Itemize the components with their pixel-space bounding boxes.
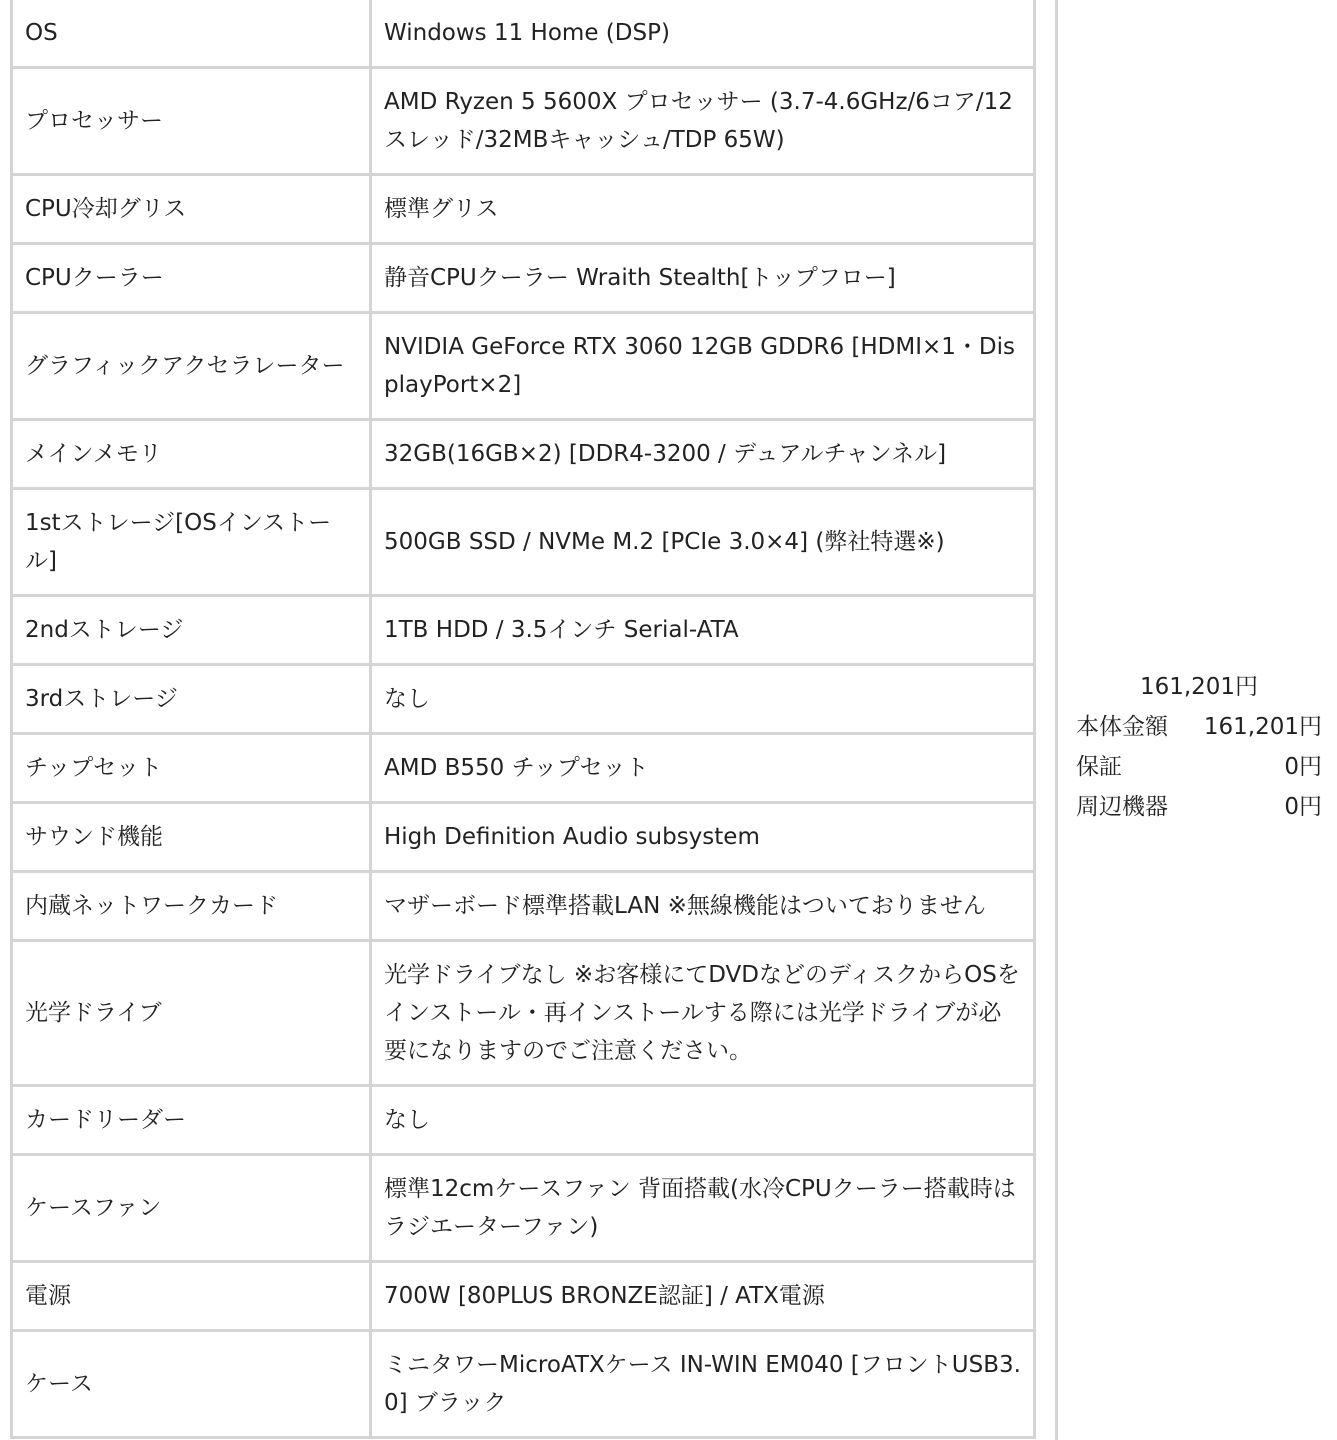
price-label: 保証 xyxy=(1076,754,1122,780)
spec-value: High Definition Audio subsystem xyxy=(372,804,1033,870)
spec-row-cpu-cooler xyxy=(13,245,1033,311)
price-summary xyxy=(1076,667,1322,827)
spec-value: AMD Ryzen 5 5600X プロセッサー (3.7-4.6GHz/6コア/12スレッド/32MBキャッシュ/TDP 65W) xyxy=(372,69,1033,173)
spec-value: 500GB SSD / NVMe M.2 [PCIe 3.0×4] (弊社特選※) xyxy=(372,490,1033,594)
price-label: 周辺機器 xyxy=(1076,794,1168,820)
spec-row-3rd-storage xyxy=(13,666,1033,732)
spec-row-optical-drive xyxy=(13,942,1033,1084)
spec-row-memory xyxy=(13,421,1033,487)
spec-label: 2ndストレージ xyxy=(13,597,369,663)
spec-table-container xyxy=(10,0,1036,1439)
spec-label: OS xyxy=(13,0,369,66)
spec-row-network xyxy=(13,873,1033,939)
spec-row-graphics xyxy=(13,314,1033,418)
column-divider xyxy=(1055,0,1058,1440)
spec-row-os xyxy=(13,0,1033,66)
price-row-warranty xyxy=(1076,747,1322,787)
spec-row-processor xyxy=(13,69,1033,173)
spec-value: 標準グリス xyxy=(372,176,1033,242)
spec-row-sound xyxy=(13,804,1033,870)
spec-row-1st-storage xyxy=(13,490,1033,594)
spec-label: サウンド機能 xyxy=(13,804,369,870)
spec-row-2nd-storage xyxy=(13,597,1033,663)
spec-label: カードリーダー xyxy=(13,1087,369,1153)
spec-value: なし xyxy=(372,1087,1033,1153)
spec-value: AMD B550 チップセット xyxy=(372,735,1033,801)
spec-value: マザーボード標準搭載LAN ※無線機能はついておりません xyxy=(372,873,1033,939)
spec-value: 1TB HDD / 3.5インチ Serial-ATA xyxy=(372,597,1033,663)
price-value: 0円 xyxy=(1284,794,1322,820)
spec-value: 32GB(16GB×2) [DDR4-3200 / デュアルチャンネル] xyxy=(372,421,1033,487)
spec-label: ケースファン xyxy=(13,1156,369,1260)
spec-value: Windows 11 Home (DSP) xyxy=(372,0,1033,66)
price-row-peripherals xyxy=(1076,787,1322,827)
spec-label: グラフィックアクセラレーター xyxy=(13,314,369,418)
price-label: 本体金額 xyxy=(1076,714,1168,740)
spec-label: 電源 xyxy=(13,1263,369,1329)
total-price: 161,201円 xyxy=(1139,674,1259,700)
spec-value: NVIDIA GeForce RTX 3060 12GB GDDR6 [HDMI×1・DisplayPort×2] xyxy=(372,314,1033,418)
price-value: 0円 xyxy=(1284,754,1322,780)
spec-row-cpu-grease xyxy=(13,176,1033,242)
spec-value: 静音CPUクーラー Wraith Stealth[トップフロー] xyxy=(372,245,1033,311)
spec-value: 700W [80PLUS BRONZE認証] / ATX電源 xyxy=(372,1263,1033,1329)
spec-label: 3rdストレージ xyxy=(13,666,369,732)
spec-value: 光学ドライブなし ※お客様にてDVDなどのディスクからOSをインストール・再インストールする際には光学ドライブが必要になりますのでご注意ください。 xyxy=(372,942,1033,1084)
spec-label: メインメモリ xyxy=(13,421,369,487)
spec-row-chipset xyxy=(13,735,1033,801)
spec-label: チップセット xyxy=(13,735,369,801)
spec-value: なし xyxy=(372,666,1033,732)
spec-value: ミニタワーMicroATXケース IN-WIN EM040 [フロントUSB3.0] ブラック xyxy=(372,1332,1033,1436)
spec-label: プロセッサー xyxy=(13,69,369,173)
spec-label: CPU冷却グリス xyxy=(13,176,369,242)
price-value: 161,201円 xyxy=(1203,714,1322,740)
spec-row-power xyxy=(13,1263,1033,1329)
spec-label: 内蔵ネットワークカード xyxy=(13,873,369,939)
spec-row-case xyxy=(13,1332,1033,1436)
spec-label: CPUクーラー xyxy=(13,245,369,311)
spec-table xyxy=(10,0,1036,1439)
spec-label: 光学ドライブ xyxy=(13,942,369,1084)
spec-row-card-reader xyxy=(13,1087,1033,1153)
spec-label: ケース xyxy=(13,1332,369,1436)
spec-value: 標準12cmケースファン 背面搭載(水冷CPUクーラー搭載時はラジエーターファン) xyxy=(372,1156,1033,1260)
spec-row-case-fan xyxy=(13,1156,1033,1260)
price-row-body xyxy=(1076,707,1322,747)
spec-label: 1stストレージ[OSインストール] xyxy=(13,490,369,594)
